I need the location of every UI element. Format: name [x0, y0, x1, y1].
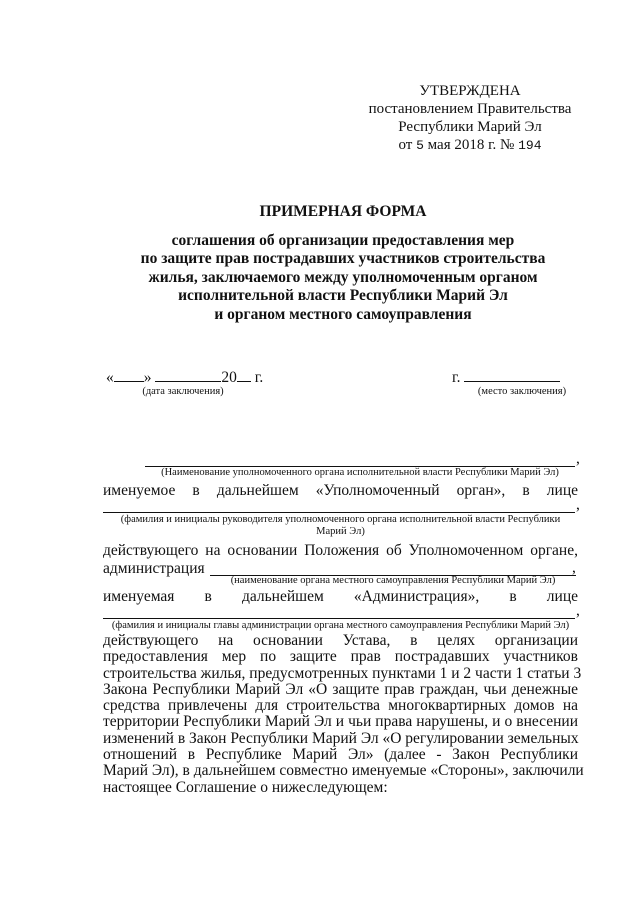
paragraph-line: действующего на основании Устава, в целях организации — [103, 632, 578, 649]
close-quote: » — [143, 369, 152, 386]
paragraph-line: средства привлечены для строительства многоквартирных домов на — [103, 697, 578, 715]
approval-date-middle: мая 2018 г. № — [427, 137, 515, 153]
paragraph-line: предоставления мер по защите прав пострадавших участников — [103, 648, 578, 666]
approval-line-resolution: постановлением Правительства — [368, 101, 572, 117]
authority-named-line: именуемое в дальнейшем «Уполномоченный орган», в лице — [103, 482, 578, 499]
title-line: исполнительной власти Республики Марий Эл — [178, 287, 508, 304]
month-blank — [155, 368, 221, 382]
title-line: соглашения об организации предоставления мер — [171, 231, 515, 249]
title-line: и органом местного самоуправления — [214, 305, 472, 323]
paragraph-line: изменений в Закон Республики Марий Эл «О регулировании земельных — [103, 729, 579, 747]
place-caption: (место заключения) — [477, 386, 567, 397]
approval-date-line — [355, 136, 585, 155]
authority-caption: (Наименование уполномоченного органа исполнительной власти Республики Марий Эл) — [161, 467, 559, 478]
year-prefix: 20 — [221, 369, 237, 386]
day-blank — [114, 368, 144, 382]
paragraph-line: территории Республики Марий Эл и чьи права нарушены, и о внесении — [103, 713, 578, 731]
paragraph-line: строительства жилья, предусмотренных пунктами 1 и 2 части 1 статьи 3 — [103, 664, 582, 682]
authority-head-caption-line: (фамилия и инициалы руководителя уполномоченного органа исполнительной власти Республики — [120, 514, 561, 525]
comma: , — [576, 496, 580, 513]
paragraph-line: отношений в Республике Марий Эл» (далее - Закон Республики — [103, 746, 578, 764]
date-field — [106, 368, 263, 386]
place-prefix: г. — [452, 369, 461, 386]
title-line: по защите прав пострадавших участников строительства — [140, 250, 546, 267]
admin-head-caption: (фамилия и инициалы главы администрации органа местного самоуправления Республики Марий Эл) — [111, 620, 570, 631]
comma: , — [572, 559, 576, 576]
paragraph-line: настоящее Соглашение о нижеследующем: — [103, 778, 388, 796]
title-main: ПРИМЕРНАЯ ФОРМА — [259, 203, 427, 220]
admin-head-blank — [103, 618, 575, 619]
document-title — [100, 203, 586, 324]
local-body-caption: (наименование органа местного самоуправления Республики Марий Эл) — [230, 575, 556, 586]
year-suffix: г. — [254, 369, 264, 386]
title-line: жилья, заключаемого между уполномоченным органом — [148, 268, 538, 286]
comma: , — [576, 450, 580, 467]
authority-head-blank — [103, 512, 575, 513]
year-blank — [237, 368, 251, 382]
authority-head-caption — [103, 514, 578, 538]
administration-label: администрация — [103, 560, 205, 577]
place-field — [452, 368, 560, 386]
paragraph-line: Закона Республики Марий Эл «О защите прав граждан, чьи денежные — [103, 680, 578, 698]
comma: , — [576, 602, 580, 619]
approval-line-republic: Республики Марий Эл — [398, 119, 542, 135]
authority-head-caption-line: Марий Эл) — [316, 526, 365, 537]
approval-date-prefix: от — [398, 137, 413, 153]
approval-title: УТВЕРЖДЕНА — [419, 83, 521, 99]
open-quote: « — [106, 369, 114, 386]
agreement-paragraph — [103, 632, 584, 796]
approval-stamp — [355, 82, 585, 155]
place-blank — [464, 368, 560, 382]
admin-named-line: именуемая в дальнейшем «Администрация», в лице — [103, 588, 578, 605]
approval-day: 5 — [416, 138, 424, 153]
paragraph-line: Марий Эл), в дальнейшем совместно именуемые «Стороны», заключили — [103, 762, 584, 780]
acting-regulation-line: действующего на основании Положения об Уполномоченном органе, — [103, 542, 578, 559]
date-caption: (дата заключения) — [142, 386, 224, 397]
approval-number: 194 — [518, 138, 542, 153]
